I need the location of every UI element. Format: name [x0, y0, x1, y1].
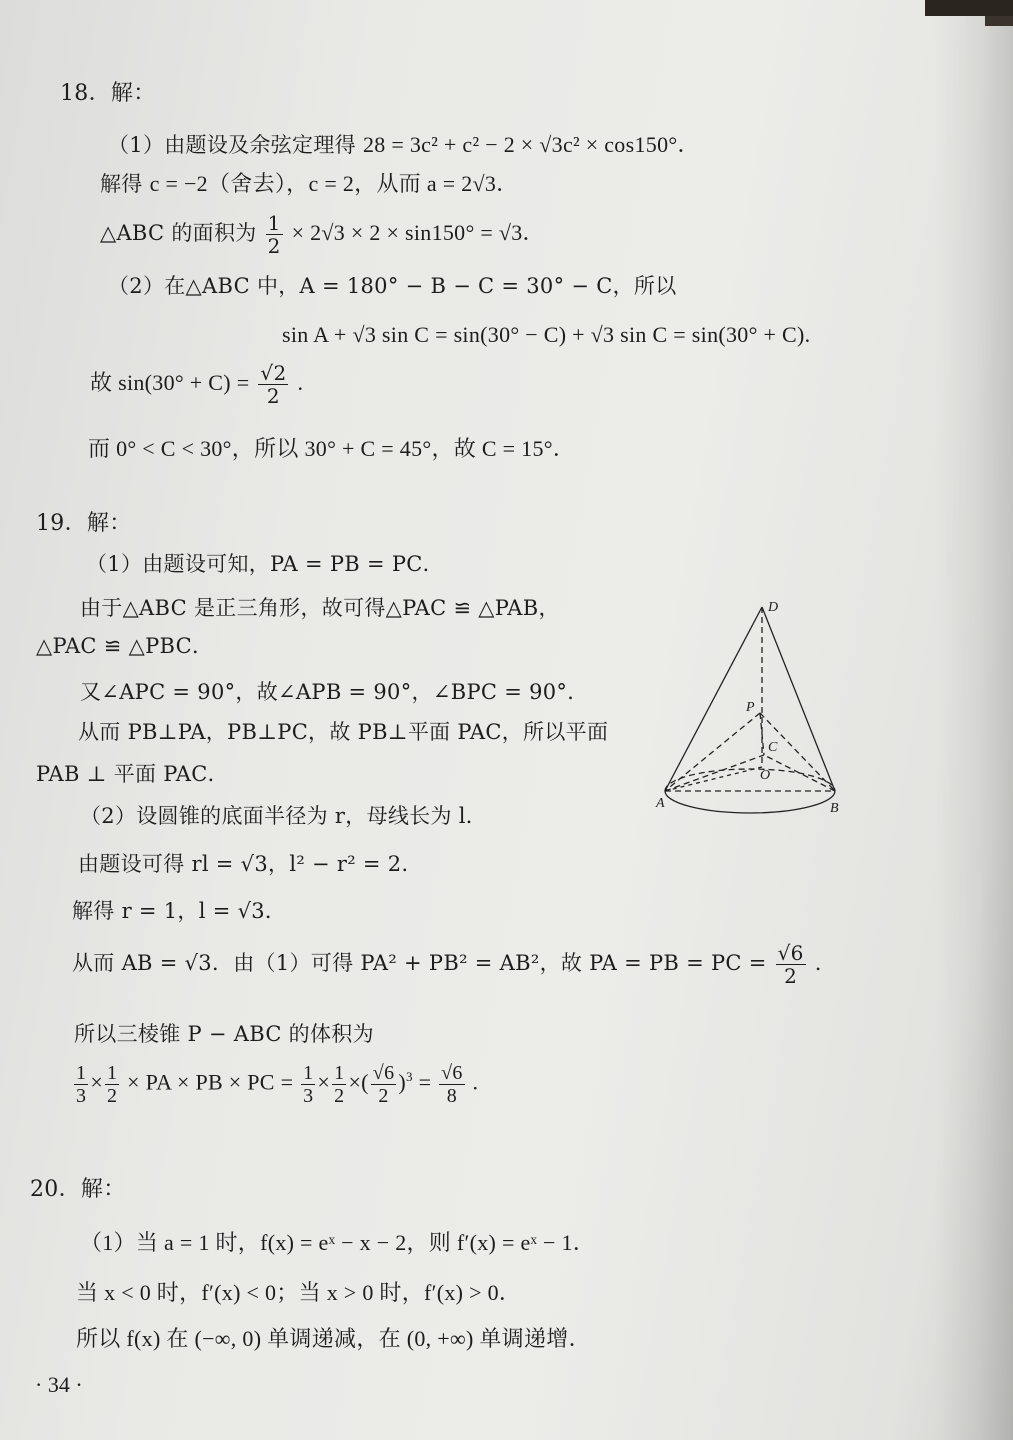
exponent: 3	[406, 1069, 413, 1085]
q20-line: （1）当 a = 1 时，f(x) = eˣ − x − 2，则 f′(x) = eˣ − 1．	[80, 1230, 596, 1255]
q18-solve	[100, 167, 519, 198]
q19-line: 从而 PB⊥PA，PB⊥PC，故 PB⊥平面 PAC，所以平面	[78, 720, 609, 744]
cone-figure	[650, 595, 850, 820]
q18-heading: 18．解：	[60, 81, 156, 106]
cone-side-right	[762, 607, 835, 791]
q20-heading: 20．解：	[30, 1177, 126, 1202]
fraction: $\frac{√6}{8}$	[441, 1062, 463, 1107]
q20-line: 当 x < 0 时，f′(x) < 0；当 x > 0 时，f′(x) > 0．	[76, 1280, 522, 1305]
cone-side-left	[665, 607, 762, 791]
label-o: O	[760, 768, 771, 783]
q18-part1	[108, 128, 700, 159]
page-number: · 34 ·	[35, 1372, 83, 1397]
q18-part2: （2）在△ABC 中，A = 180° − B − C = 30° − C，所以	[108, 274, 677, 298]
q18-area-prefix: △ABC 的面积为	[100, 221, 257, 245]
q18-therefore-prefix: 故 sin(30° + C) =	[90, 370, 250, 395]
q18-area-fraction: $\frac{1}{2}$	[267, 211, 281, 258]
q19-line: 由于△ABC 是正三角形，故可得△PAC ≌ △PAB，	[80, 596, 560, 620]
cone-base-front	[665, 791, 835, 813]
q19-line: （1）由题设可知，PA = PB = PC．	[86, 552, 444, 576]
q18-eq1: 28 = 3c² + c² − 2 × √3c² × cos150°．	[362, 132, 700, 157]
label-p: P	[746, 700, 755, 715]
fraction: $\frac{1}{3}$	[76, 1062, 87, 1107]
label-c: C	[768, 740, 778, 755]
q19-line: 又∠APC = 90°，故∠APB = 90°，∠BPC = 90°．	[80, 680, 589, 704]
q19-line: 所以三棱锥 P − ABC 的体积为	[74, 1022, 374, 1046]
q18-part1-label: （1）由题设及余弦定理得	[108, 133, 356, 157]
q18-area	[100, 212, 545, 257]
q20-line: 所以 f(x) 在 (−∞, 0) 单调递减，在 (0, +∞) 单调递增．	[76, 1326, 591, 1351]
q19-line: 由题设可得 rl = √3，l² − r² = 2．	[78, 852, 423, 876]
q19-ab-fraction: $\frac{√6}{2}$	[777, 941, 804, 988]
q19-ab-line: 从而 AB = √3．由（1）可得 PA² + PB² = AB²，故 PA = PB = PC = $\frac{√6}{2}$ .	[72, 941, 822, 988]
label-a: A	[656, 796, 665, 811]
q18-therefore: 故 sin(30° + C) = $\frac{√2}{2}$ .	[90, 361, 304, 408]
q18-solve-prefix: 解得	[100, 172, 143, 196]
q18-therefore-fraction: $\frac{√2}{2}$	[260, 361, 287, 408]
fraction: $\frac{√6}{2}$	[372, 1062, 395, 1107]
q19-heading: 19．解：	[36, 511, 132, 536]
q19-ab-prefix: 从而 AB = √3．由（1）可得 PA² + PB² = AB²，故 PA = PB = PC =	[72, 951, 767, 975]
q19-volume-mid: × PA × PB × PC =	[127, 1069, 294, 1095]
fraction: $\frac{1}{3}$	[303, 1062, 314, 1107]
q18-part2-equation: sin A + √3 sin C = sin(30° − C) + √3 sin C = sin(30° + C).	[282, 322, 811, 347]
book-edge	[925, 0, 1013, 16]
label-b: B	[830, 801, 839, 816]
q19-line: △PAC ≌ △PBC．	[36, 634, 214, 658]
label-d: D	[768, 600, 779, 615]
fraction: $\frac{1}{2}$	[334, 1062, 345, 1107]
q19-line: PAB ⊥ 平面 PAC．	[36, 762, 229, 786]
q18-solve-body: c = −2（舍去），c = 2，从而 a = 2√3．	[149, 171, 519, 196]
edge-ac	[665, 755, 764, 791]
fraction: $\frac{1}{2}$	[107, 1062, 118, 1107]
q19-line: （2）设圆锥的底面半径为 r，母线长为 l．	[80, 804, 488, 828]
q18-conclusion: 而 0° < C < 30°，所以 30° + C = 45°，故 C = 15°．	[88, 436, 576, 461]
q19-line: 解得 r = 1，l = √3．	[72, 899, 287, 923]
cone-base-back	[665, 769, 835, 791]
q18-area-body: × 2√3 × 2 × sin150° = √3．	[291, 220, 545, 245]
page-shadow	[935, 0, 1013, 1440]
q19-volume-equation: $\frac{1}{3}$ × $\frac{1}{2}$ × PA × PB × PC = $\frac{1}{3}$ × $\frac{1}{2}$ ×( $\frac{√6}{2}$ )$^3$ = $\frac{√6}{8}$ .	[76, 1062, 479, 1107]
book-edge	[985, 16, 1013, 26]
